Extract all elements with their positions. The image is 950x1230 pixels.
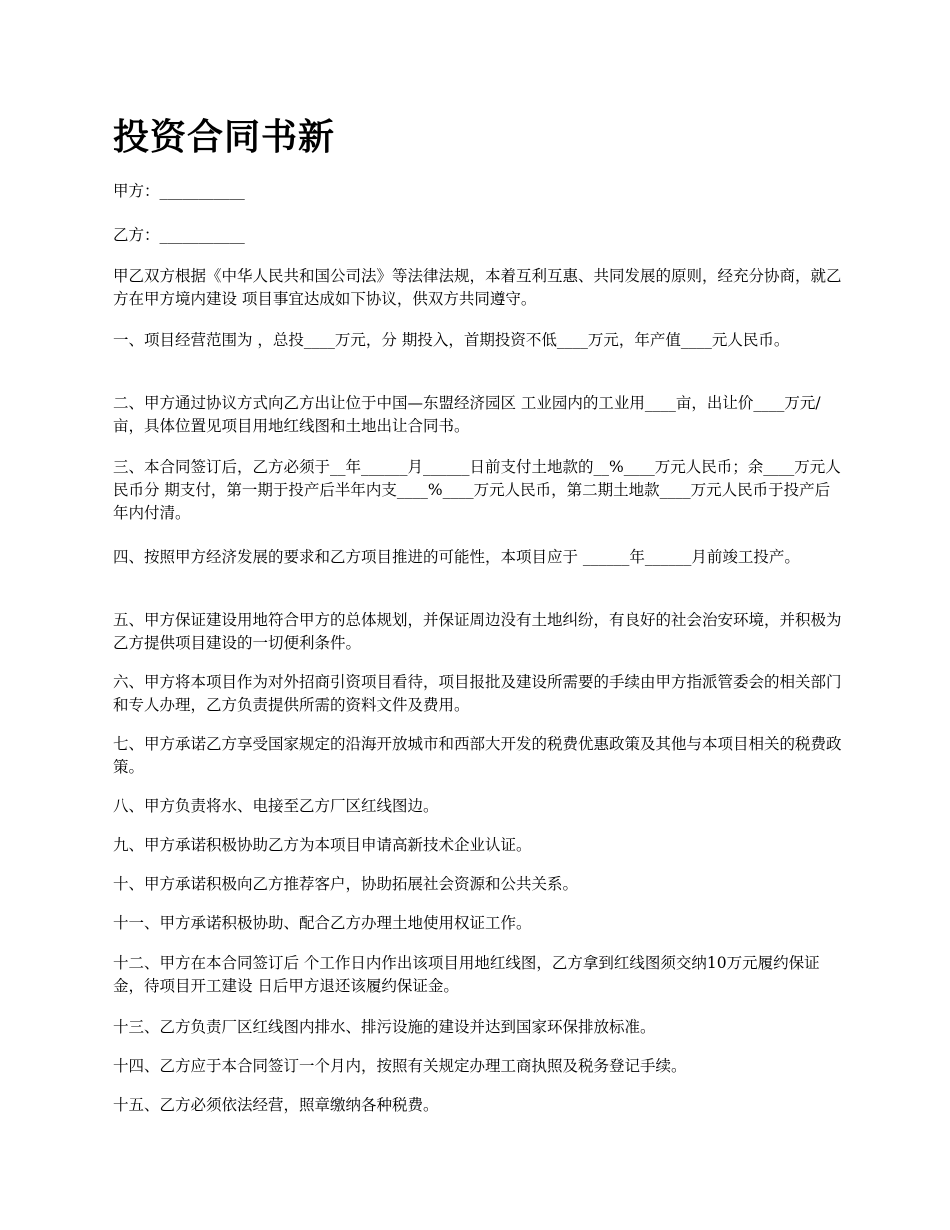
clause-11: 十一、甲方承诺积极协助、配合乙方办理土地使用权证工作。 bbox=[113, 914, 532, 932]
clause-6: 六、甲方将本项目作为对外招商引资项目看待，项目报批及建设所需要的手续由甲方指派管委会的相关部门和专人办理，乙方负责提供所需的资料文件及费用。 bbox=[113, 673, 842, 714]
clause-14: 十四、乙方应于本合同签订一个月内，按照有关规定办理工商执照及税务登记手续。 bbox=[113, 1057, 687, 1075]
party-a-line: 甲方：___________ bbox=[113, 182, 245, 200]
clause-13: 十三、乙方负责厂区红线图内排水、排污设施的建设并达到国家环保排放标准。 bbox=[113, 1018, 656, 1036]
party-b-line: 乙方：___________ bbox=[113, 226, 245, 244]
intro-paragraph: 甲乙双方根据《中华人民共和国公司法》等法律法规，本着互利互惠、共同发展的原则，经充分协商，就乙方在甲方境内建设 项目事宜达成如下协议，供双方共同遵守。 bbox=[113, 267, 842, 308]
clause-7: 七、甲方承诺乙方享受国家规定的沿海开放城市和西部大开发的税费优惠政策及其他与本项目相关的税费政策。 bbox=[113, 735, 842, 776]
clause-5: 五、甲方保证建设用地符合甲方的总体规划，并保证周边没有土地纠纷，有良好的社会治安环境，并积极为乙方提供项目建设的一切便利条件。 bbox=[113, 611, 842, 652]
clause-3: 三、本合同签订后，乙方必须于__年______月______日前支付土地款的__%____万元人民币；余____万元人民币分 期支付，第一期于投产后半年内支____%____万元人民币，第二期土地款____万元人民币于投产后 年内付清。 bbox=[113, 458, 841, 522]
clause-8: 八、甲方负责将水、电接至乙方厂区红线图边。 bbox=[113, 797, 439, 815]
clause-10: 十、甲方承诺积极向乙方推荐客户，协助拓展社会资源和公共关系。 bbox=[113, 875, 579, 893]
clause-4: 四、按照甲方经济发展的要求和乙方项目推进的可能性，本项目应于 ______年______月前竣工投产。 bbox=[113, 548, 800, 566]
clause-12: 十二、甲方在本合同签订后 个工作日内作出该项目用地红线图，乙方拿到红线图须交纳10万元履约保证金，待项目开工建设 日后甲方退还该履约保证金。 bbox=[113, 954, 820, 995]
clause-9: 九、甲方承诺积极协助乙方为本项目申请高新技术企业认证。 bbox=[113, 836, 532, 854]
clause-15: 十五、乙方必须依法经营，照章缴纳各种税费。 bbox=[113, 1096, 439, 1114]
clause-2: 二、甲方通过协议方式向乙方出让位于中国—东盟经济园区 工业园内的工业用____亩，出让价____万元/亩，具体位置见项目用地红线图和土地出让合同书。 bbox=[113, 394, 821, 435]
clause-1: 一、项目经营范围为 ，总投____万元，分 期投入，首期投资不低____万元，年产值____元人民币。 bbox=[113, 331, 790, 349]
document-title: 投资合同书新 bbox=[113, 116, 336, 158]
